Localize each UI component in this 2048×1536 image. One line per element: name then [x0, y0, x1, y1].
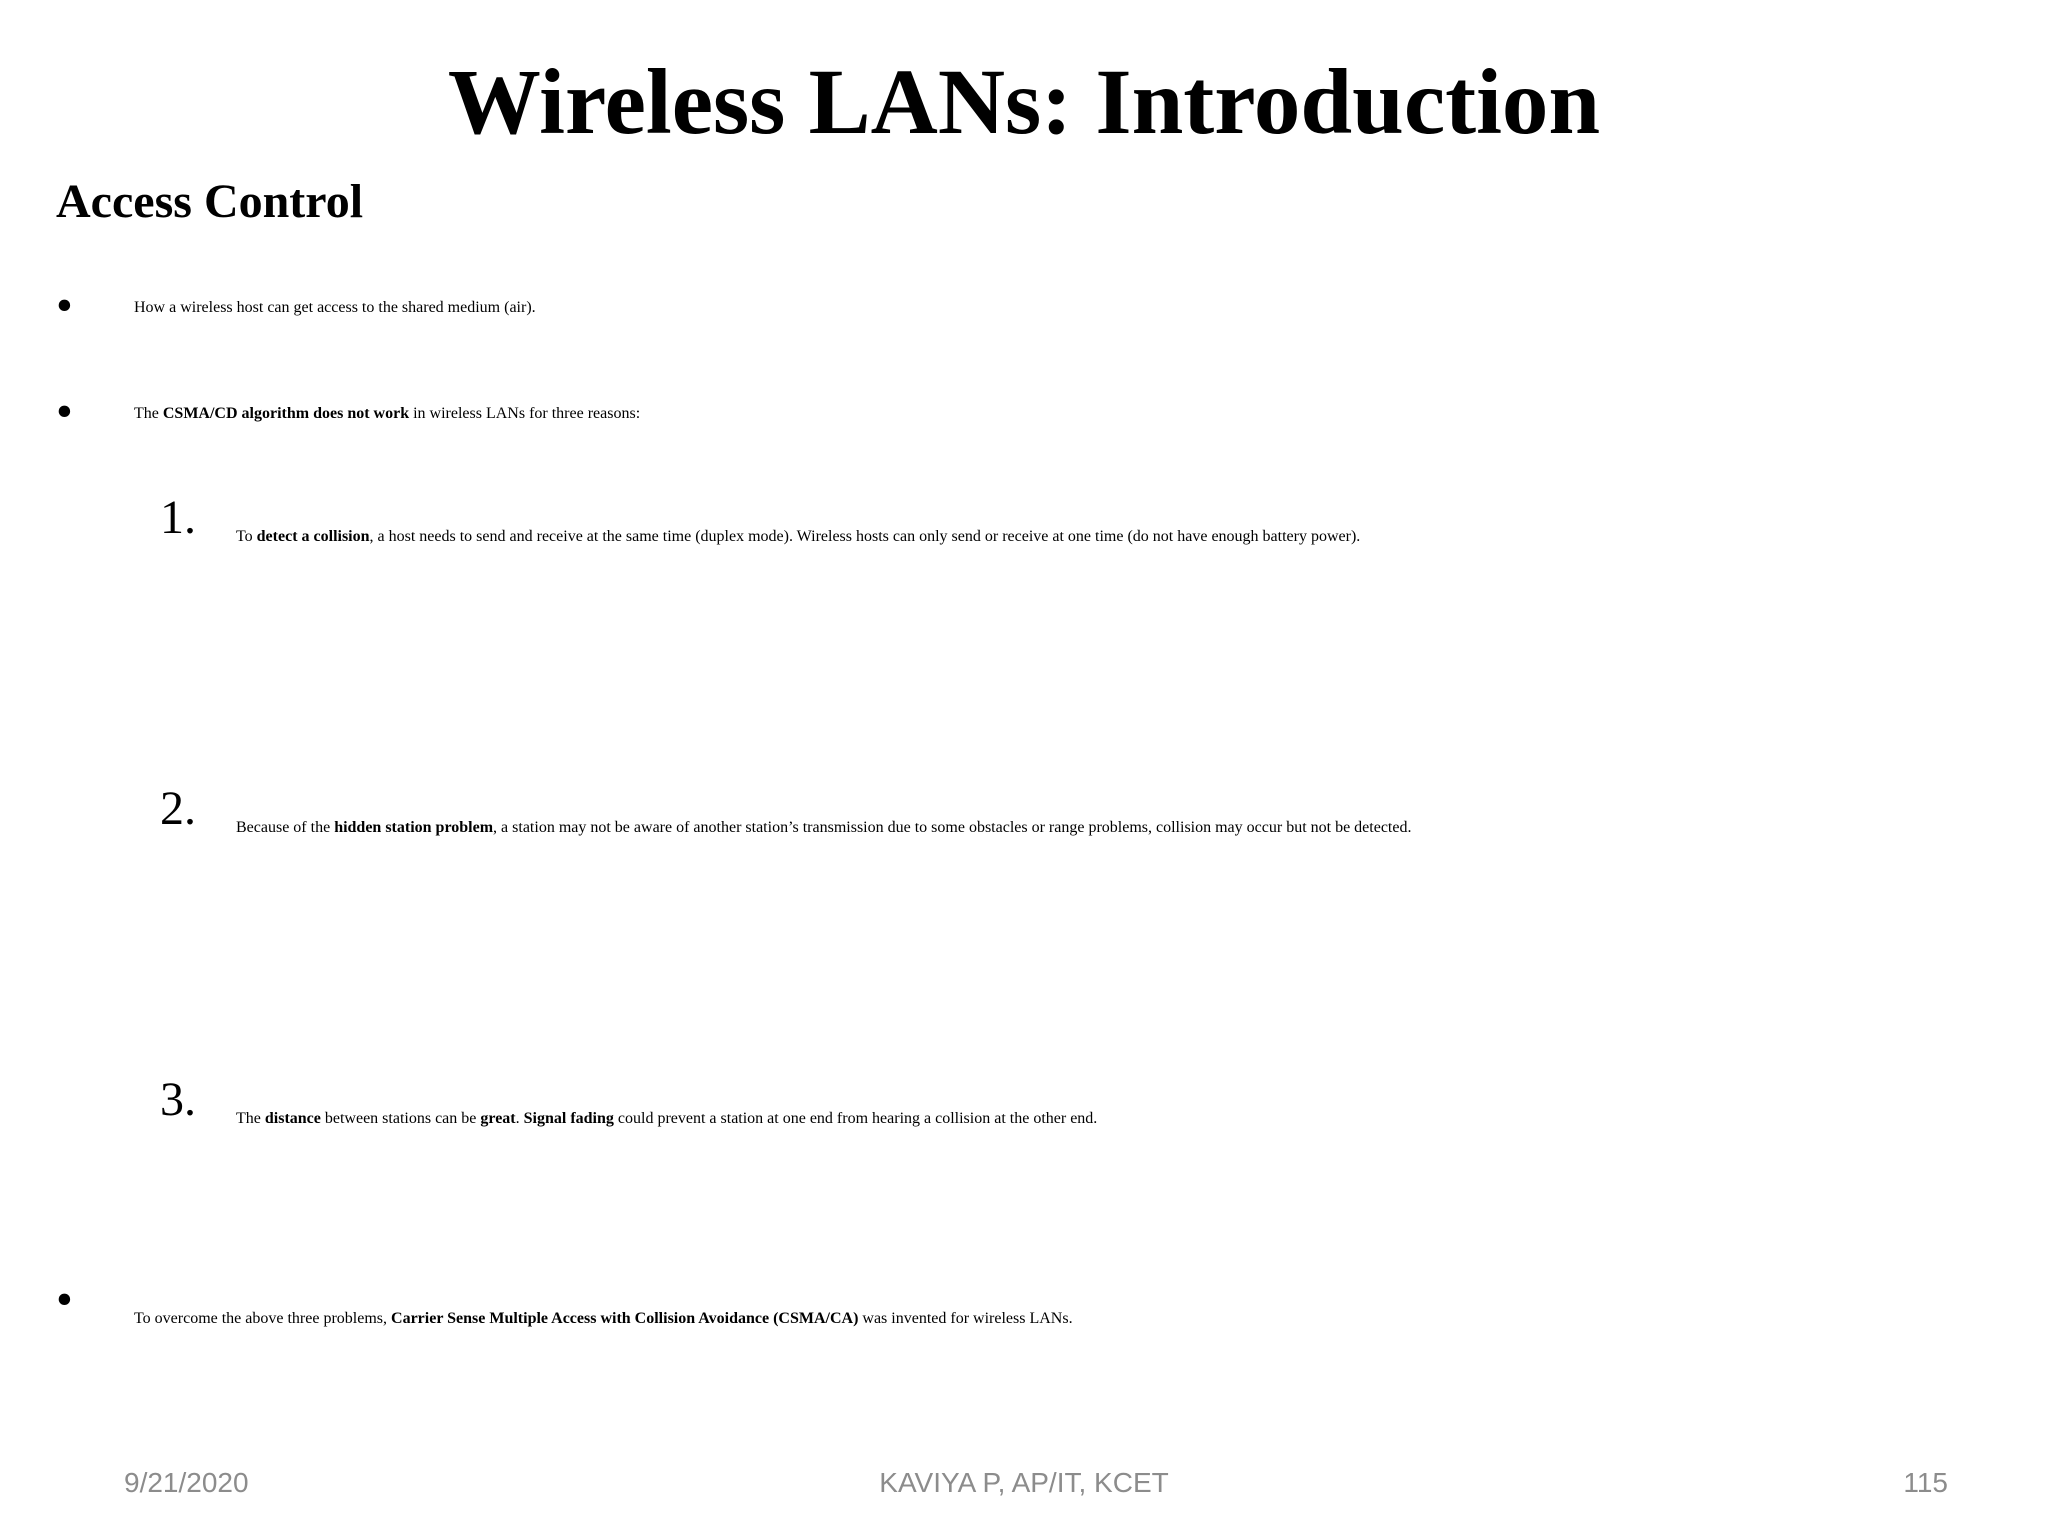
list-item-text: The — [236, 1110, 265, 1127]
list-item-text: , a host needs to send and receive at the same time (duplex mode). Wireless hosts can only send or receive at one time (do not have enough battery power). — [369, 528, 1361, 545]
list-item — [236, 1072, 2008, 1165]
list-item-emphasis: distance — [264, 1110, 321, 1127]
list-item-emphasis: Signal fading — [523, 1110, 614, 1127]
list-item-emphasis: detect a collision — [256, 528, 370, 545]
bullet-text: To overcome the above three problems, — [134, 1310, 392, 1327]
bullet-text: was invented for wireless LANs. — [858, 1310, 1073, 1327]
bullet-emphasis: CSMA/CD algorithm does not work — [162, 405, 410, 422]
footer-date: 9/21/2020 — [124, 1467, 249, 1498]
list-item-text: . — [515, 1110, 524, 1127]
list-item-emphasis: great — [480, 1110, 516, 1127]
list-item-emphasis: hidden station problem — [334, 819, 494, 836]
list-item — [236, 490, 2008, 583]
bullet-emphasis: Carrier Sense Multiple Access with Collision Avoidance (CSMA/CA) — [391, 1310, 859, 1327]
bullet-item — [134, 1272, 2008, 1365]
list-number: 1. — [160, 491, 196, 544]
list-item-text: To — [236, 528, 257, 545]
bullet-text: The — [134, 405, 163, 422]
bullet-marker: • — [56, 1273, 73, 1326]
list-item-text: could prevent a station at one end from hearing a collision at the other end. — [613, 1110, 1098, 1127]
list-item-text: , a station may not be aware of another station’s transmission due to some obstacles or range problems, collision may occur but not be detected. — [493, 819, 1412, 836]
list-number: 2. — [160, 782, 196, 835]
list-number: 3. — [160, 1073, 196, 1126]
footer-author: KAVIYA P, AP/IT, KCET — [879, 1467, 1169, 1498]
list-item — [236, 781, 2008, 874]
bullet-item — [134, 278, 2014, 338]
bullet-text: in wireless LANs for three reasons: — [409, 405, 641, 422]
slide-title: Wireless LANs: Introduction — [447, 51, 1601, 154]
section-heading: Access Control — [56, 175, 364, 228]
bullet-marker: • — [56, 385, 73, 438]
list-item-text: between stations can be — [320, 1110, 481, 1127]
footer-page-number: 115 — [1903, 1467, 1948, 1498]
bullet-item — [134, 384, 2014, 444]
bullet-text: How a wireless host can get access to the shared medium (air). — [134, 299, 536, 316]
list-item-text: Because of the — [236, 819, 335, 836]
bullet-marker: • — [56, 279, 73, 332]
